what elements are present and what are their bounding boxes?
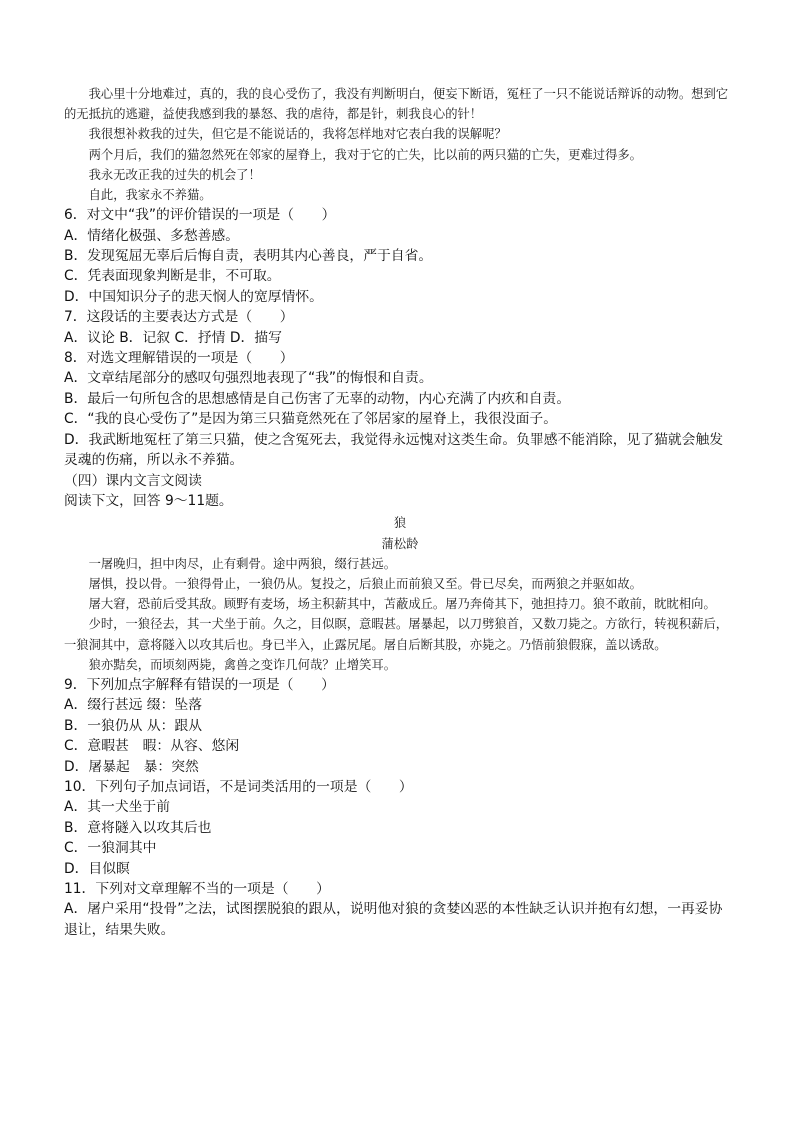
document-page — [64, 84, 736, 940]
passage-paragraph: 两个月后，我们的猫忽然死在邻家的屋脊上，我对于它的亡失，比以前的两只猫的亡失，更难过得多。 — [88, 147, 642, 162]
section-instruction: 阅读下文，回答 9～11题。 — [64, 492, 233, 509]
question-7 — [64, 307, 736, 348]
answer-option: C．“我的良心受伤了”是因为第三只猫竟然死在了邻居家的屋脊上，我很没面子。 — [64, 411, 558, 428]
question-stem: 9．下列加点字解释有错误的一项是（ ） — [64, 676, 335, 693]
section-heading-block — [64, 471, 736, 512]
answer-option: A．其一犬坐于前 — [64, 799, 171, 816]
answer-option: C．凭表面现象判断是非，不可取。 — [64, 268, 281, 285]
passage-paragraph: 狼亦黠矣，而顷刻两毙，禽兽之变诈几何哉？止增笑耳。 — [88, 657, 397, 672]
question-9 — [64, 675, 736, 777]
answer-option: A．缀行甚远 缀：坠落 — [64, 697, 202, 714]
question-stem: 8．对选文理解错误的一项是（ ） — [64, 350, 294, 367]
answer-option: D．屠暴起 暴：突然 — [64, 758, 199, 775]
question-8 — [64, 348, 736, 470]
answer-option: B．最后一句所包含的思想感情是自己伤害了无辜的动物，内心充满了内疚和自责。 — [64, 390, 571, 407]
question-stem: 6．对文中“我”的评价错误的一项是（ ） — [64, 207, 336, 224]
passage-paragraph: 一屠晚归，担中肉尽，止有剩骨。途中两狼，缀行甚远。 — [88, 556, 397, 571]
answer-option: D．目似瞑 — [64, 860, 130, 877]
question-stem: 10．下列句子加点词语，不是词类活用的一项是（ ） — [64, 778, 413, 795]
passage-paragraph: 我很想补救我的过失，但它是不能说话的，我将怎样地对它表白我的误解呢？ — [88, 127, 507, 142]
passage-paragraph: 屠大窘，恐前后受其敌。顾野有麦场，场主积薪其中，苫蔽成丘。屠乃奔倚其下，弛担持刀。狼不敢前，眈眈相向。 — [88, 597, 716, 612]
question-stem: 11．下列对文章理解不当的一项是（ ） — [64, 881, 330, 897]
answer-options-line: A．议论 B．记叙 C．抒情 D．描写 — [64, 329, 282, 346]
question-stem: 7．这段话的主要表达方式是（ ） — [64, 309, 294, 326]
answer-option: B．发现冤屈无辜后后悔自责，表明其内心善良，严于自省。 — [64, 248, 433, 265]
answer-option: A．文章结尾部分的感叹句强烈地表现了“我”的悔恨和自责。 — [64, 370, 433, 387]
question-6 — [64, 205, 736, 307]
passage-paragraph: 少时，一狼径去，其一犬坐于前。久之，目似瞑，意暇甚。屠暴起，以刀劈狼首，又数刀毙之。方欲行，转视积薪后，一狼洞其中，意将隧入以攻其后也。身已半入，止露尻尾。屠自后断其股，亦毙之。乃悟前狼假寐，盖以诱敌。 — [64, 617, 729, 652]
passage-title: 狼 — [393, 516, 407, 531]
passage-paragraph: 屠惧，投以骨。一狼得骨止，一狼仍从。复投之，后狼止而前狼又至。骨已尽矣，而两狼之并驱如故。 — [88, 576, 642, 591]
answer-option: C．一狼洞其中 — [64, 840, 157, 857]
answer-option: C．意暇甚 暇：从容、悠闲 — [64, 738, 240, 755]
passage-paragraph: 我心里十分地难过，真的，我的良心受伤了，我没有判断明白，便妄下断语，冤枉了一只不能说话辩诉的动物。想到它的无抵抗的逃避，益使我感到我的暴怒、我的虐待，都是针，刺我良心的针！ — [64, 87, 729, 122]
question-10 — [64, 777, 736, 879]
passage-paragraph: 自此，我家永不养猫。 — [88, 188, 212, 203]
answer-option: B．一狼仍从 从：跟从 — [64, 717, 203, 734]
answer-option: B．意将隧入以攻其后也 — [64, 819, 212, 836]
passage-paragraph: 我永无改正我的过失的机会了！ — [88, 167, 261, 182]
section-heading: （四）课内文言文阅读 — [64, 472, 202, 489]
question-11 — [64, 879, 736, 940]
passage-author: 蒲松龄 — [381, 536, 419, 551]
answer-option: D．中国知识分子的悲天悯人的宽厚情怀。 — [64, 288, 323, 305]
reading-passage-wolf — [64, 513, 736, 675]
answer-option: A．情绪化极强、多愁善感。 — [64, 227, 239, 244]
reading-passage-cat — [64, 84, 736, 205]
answer-option: D．我武断地冤枉了第三只猫，使之含冤死去，我觉得永远愧对这类生命。负罪感不能消除，见了猫就会触发灵魂的伤痛，所以永不养猫。 — [64, 431, 724, 469]
answer-option: A．屠户采用“投骨”之法，试图摆脱狼的跟从，说明他对狼的贪婪凶恶的本性缺乏认识并抱有幻想，一再妥协退让，结果失败。 — [64, 901, 723, 938]
